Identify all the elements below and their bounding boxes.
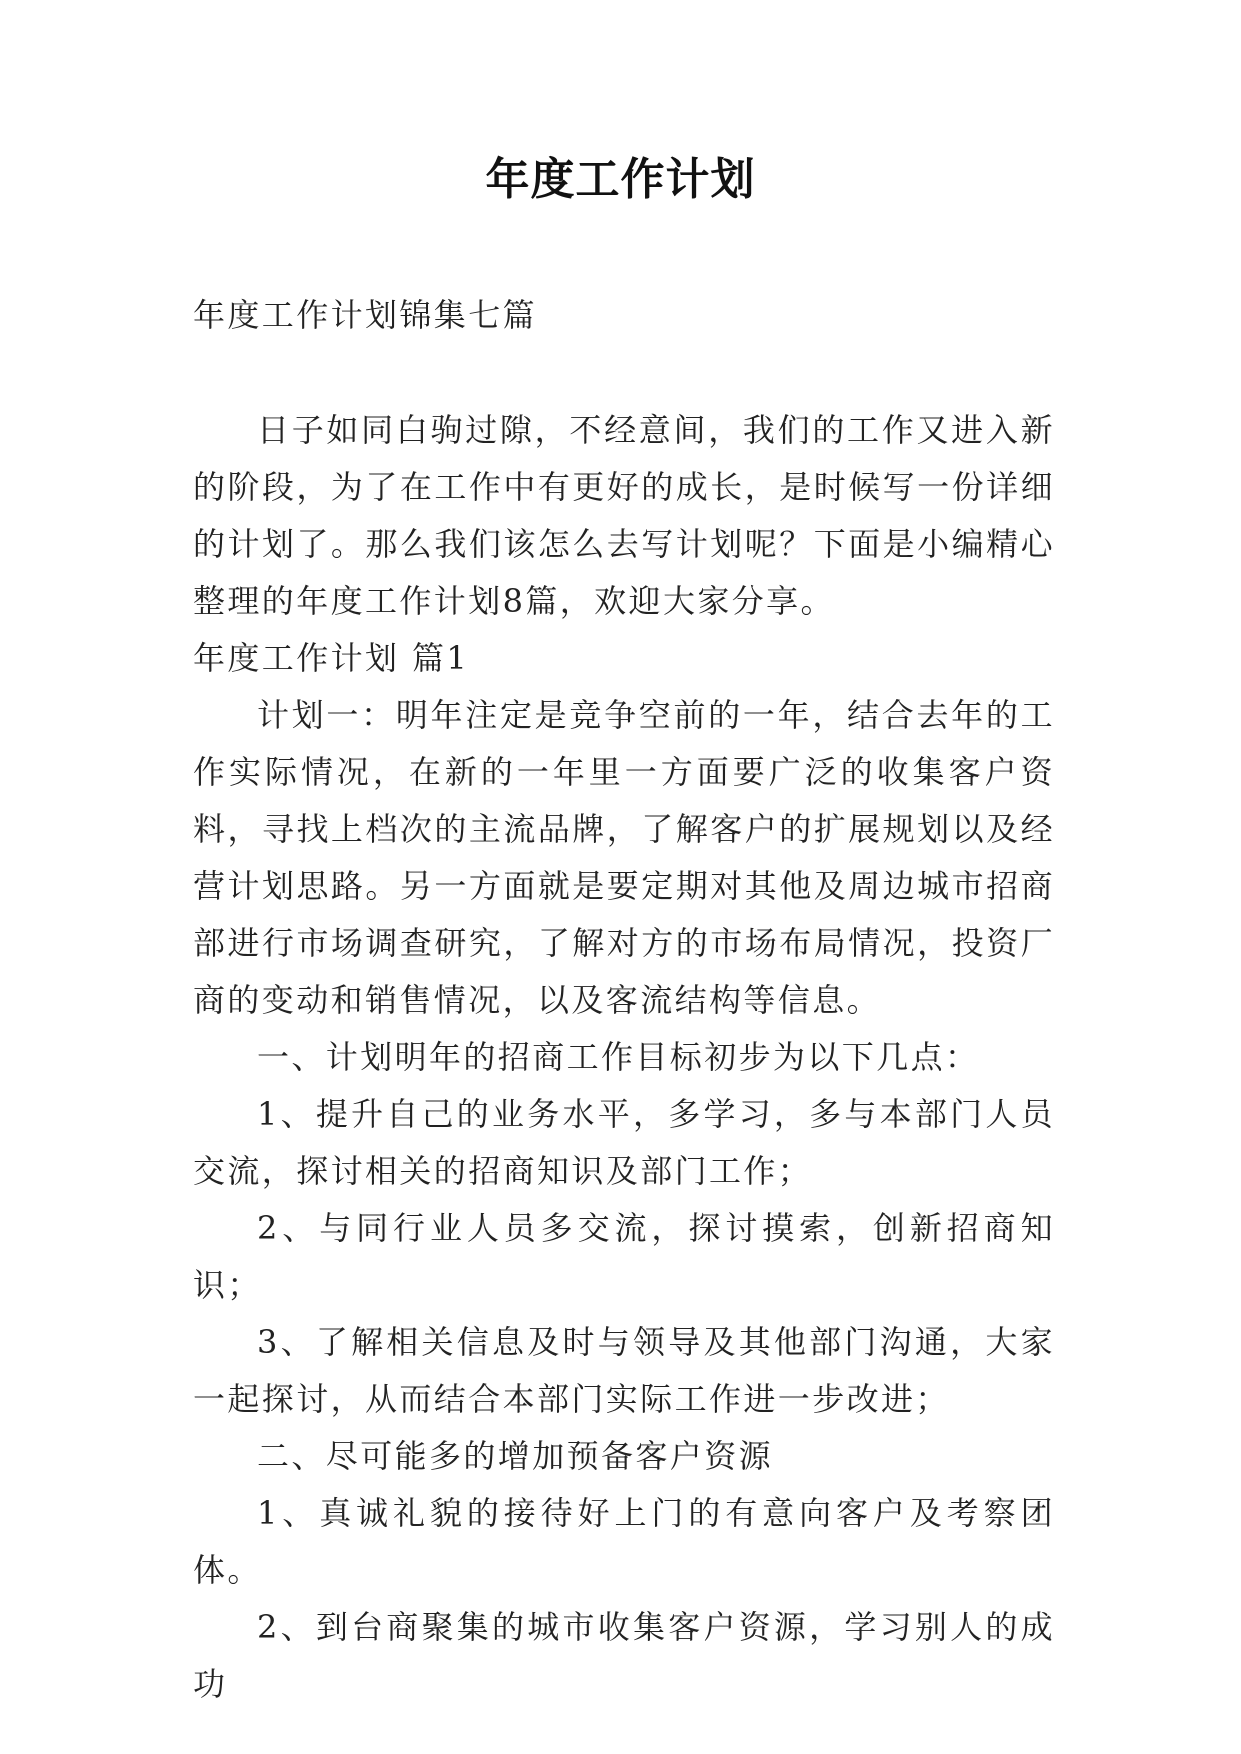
document-title: 年度工作计划	[485, 154, 756, 205]
body-paragraph: 1、提升自己的业务水平，多学习，多与本部门人员交流，探讨相关的招商知识及部门工作；	[193, 1095, 1055, 1190]
intro-paragraph: 日子如同白驹过隙，不经意间，我们的工作又进入新的阶段，为了在工作中有更好的成长，是时候写一份详细的计划了。那么我们该怎么去写计划呢？下面是小编精心整理的年度工作计划8篇，欢迎大家分享。	[193, 411, 1055, 620]
body-paragraph: 计划一：明年注定是竞争空前的一年，结合去年的工作实际情况，在新的一年里一方面要广泛的收集客户资料，寻找上档次的主流品牌，了解客户的扩展规划以及经营计划思路。另一方面就是要定期对其他及周边城市招商部进行市场调查研究，了解对方的市场布局情况，投资厂商的变动和销售情况，以及客流结构等信息。	[193, 696, 1055, 1019]
body-paragraph: 3、了解相关信息及时与领导及其他部门沟通，大家一起探讨，从而结合本部门实际工作进一步改进；	[193, 1323, 1055, 1418]
body-paragraph: 2、与同行业人员多交流，探讨摸索，创新招商知识；	[193, 1209, 1055, 1304]
document-subtitle: 年度工作计划锦集七篇	[193, 296, 538, 334]
section-heading: 年度工作计划 篇1	[193, 639, 470, 677]
body-paragraph: 1、真诚礼貌的接待好上门的有意向客户及考察团体。	[193, 1494, 1055, 1589]
body-paragraph: 2、到台商聚集的城市收集客户资源，学习别人的成功	[193, 1608, 1055, 1703]
body-paragraph: 二、尽可能多的增加预备客户资源	[257, 1437, 774, 1475]
body-paragraph: 一、计划明年的招商工作目标初步为以下几点：	[257, 1038, 980, 1076]
document-body	[193, 287, 1055, 1713]
